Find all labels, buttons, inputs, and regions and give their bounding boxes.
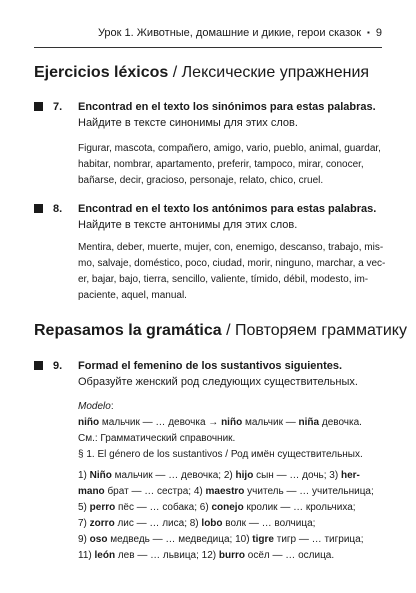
model-label: Modelo (78, 401, 111, 412)
section-title-ru: Лексические упражнения (181, 64, 370, 81)
exercise-8-word-list (78, 240, 385, 304)
exercise-title: Encontrad en el texto los sinónimos para estas palabras. (78, 101, 376, 113)
item-line: 5) perro пёс — … собака; 6) conejo кролик — … крольчиха; (78, 502, 356, 513)
running-title: Урок 1. Животные, домашние и дикие, герои сказок (97, 27, 362, 39)
exercise-7-title-row (34, 101, 376, 113)
square-bullet-icon (34, 361, 43, 370)
item-line: 11) león лев — … львица; 12) burro осёл — … ослица. (78, 550, 335, 561)
word-line: Mentira, deber, muerte, mujer, con, enemigo, descanso, trabajo, mis- (78, 242, 384, 253)
word-line: paciente, aquel, manual. (78, 290, 187, 301)
word-line: er, bajar, bajo, tierra, sencillo, valiente, tímido, débil, modesto, im- (78, 274, 369, 285)
word-line: habitar, nombrar, apartamento, preferir, tampoco, mirar, conocer, (78, 159, 364, 170)
exercise-8-title-row (34, 203, 376, 215)
reference-line: § 1. El género de los sustantivos / Род имён существительных. (78, 449, 363, 460)
item-line: 1) Niño мальчик — … девочка; 2) hijo сын — … дочь; 3) her- (78, 470, 360, 481)
exercise-number: 9. (53, 360, 63, 372)
model-example-line: niño мальчик — … девочка → niño мальчик — niña девочка. (78, 417, 362, 428)
page-number: 9 (375, 27, 382, 39)
exercise-9-subtitle: Образуйте женский род следующих существительных. (78, 376, 358, 388)
item-line: 9) oso медведь — … медведица; 10) tigre тигр — … тигрица; (78, 534, 364, 545)
exercise-7-word-list (78, 141, 381, 189)
exercise-9-items (78, 468, 374, 564)
square-bullet-icon (34, 204, 43, 213)
exercise-7-subtitle: Найдите в тексте синонимы для этих слов. (78, 117, 298, 129)
exercise-title: Encontrad en el texto los antónimos para estas palabras. (78, 203, 377, 215)
square-bullet-icon (34, 102, 43, 111)
section-sep: / (226, 322, 231, 339)
item-line: mano брат — … сестра; 4) maestro учитель — … учительница; (78, 486, 374, 497)
running-header (98, 27, 382, 39)
item-line: 7) zorro лис — … лиса; 8) lobo волк — … волчица; (78, 518, 316, 529)
section-sep: / (172, 64, 178, 81)
word-line: bañarse, decir, gracioso, personaje, relato, chico, cruel. (78, 175, 324, 186)
section-heading-lexicos (34, 64, 369, 82)
reference-line: См.: Грамматический справочник. (78, 433, 236, 444)
exercise-number: 7. (53, 101, 63, 113)
exercise-8-subtitle: Найдите в тексте антонимы для этих слов. (78, 219, 298, 231)
section-heading-gramatica (34, 322, 407, 340)
word-line: Figurar, mascota, compañero, amigo, vario, pueblo, animal, guardar, (78, 143, 381, 154)
section-title-es: Repasamos la gramática (34, 322, 222, 339)
exercise-number: 8. (53, 203, 63, 215)
exercise-title: Formad el femenino de los sustantivos siguientes. (78, 360, 343, 372)
model-label-line: Modelo: (78, 401, 114, 412)
section-title-ru: Повторяем грамматику (235, 322, 407, 339)
section-title-es: Ejercicios léxicos (34, 64, 169, 81)
exercise-9-title-row (34, 360, 342, 372)
header-bullet: ▪ (367, 28, 370, 37)
header-rule (34, 47, 382, 48)
word-line: mo, salvaje, doméstico, poco, ciudad, morir, ninguno, marchar, a vec- (78, 258, 386, 269)
exercise-9-model (78, 399, 363, 463)
